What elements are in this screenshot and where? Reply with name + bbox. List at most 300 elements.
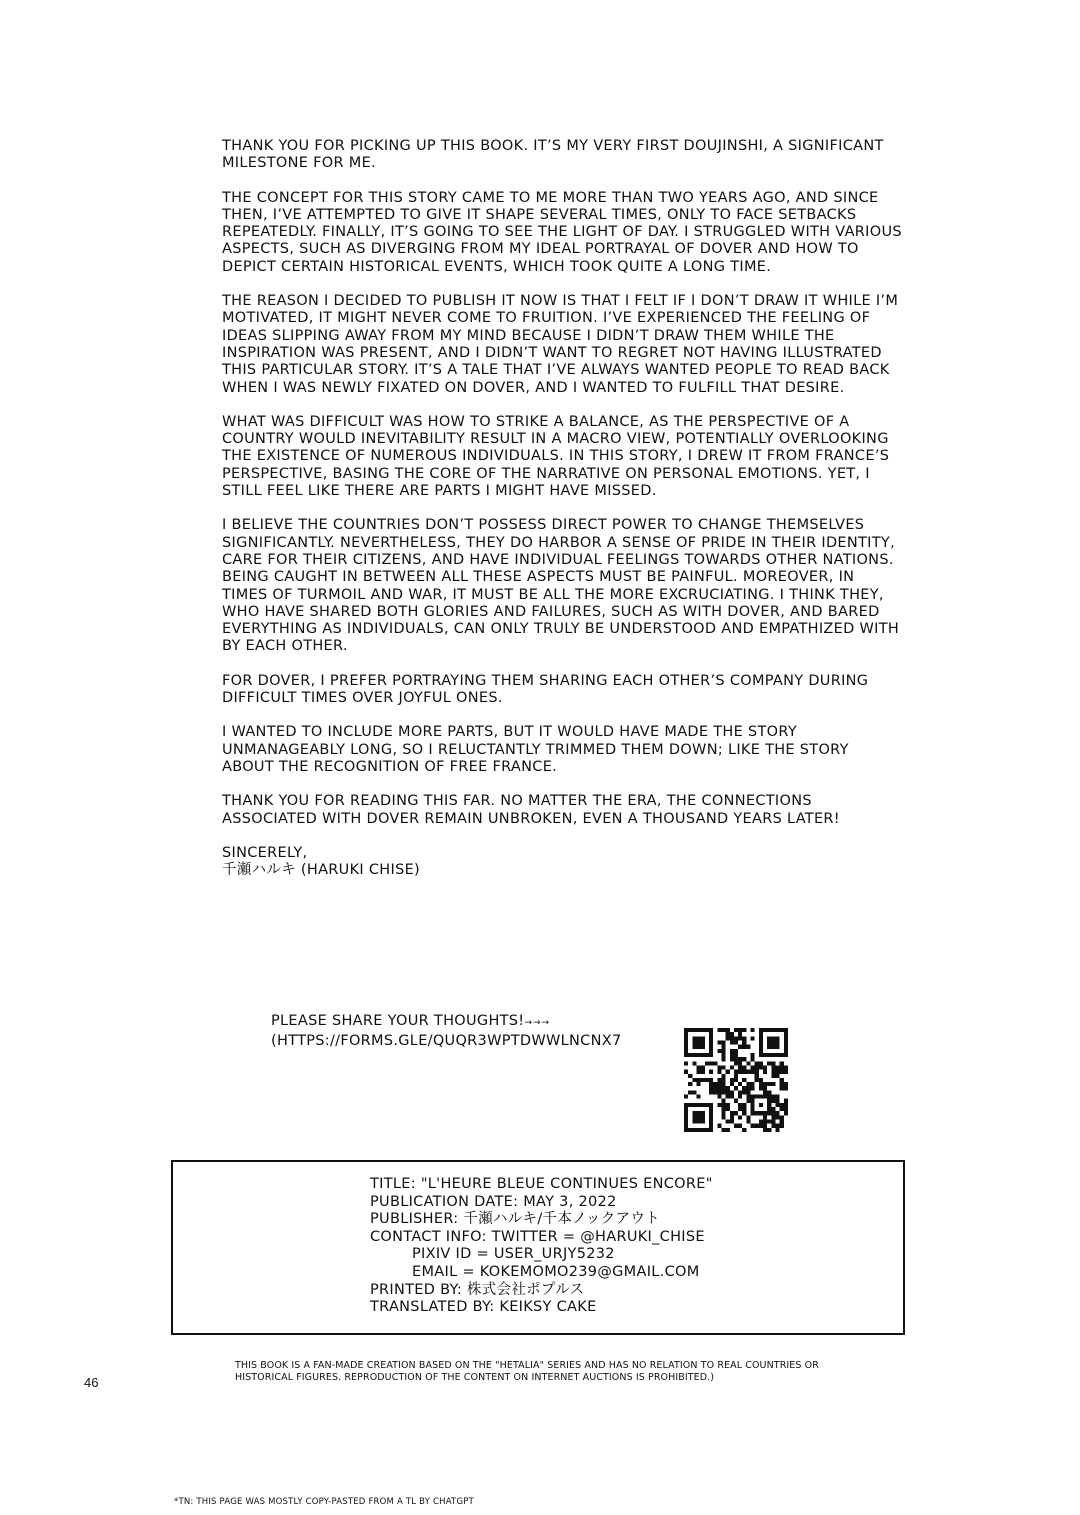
- qr-module: [684, 1103, 688, 1107]
- qr-module: [709, 1061, 713, 1065]
- qr-module: [734, 1036, 738, 1040]
- qr-module: [726, 1070, 730, 1074]
- qr-module: [730, 1065, 734, 1069]
- qr-module: [734, 1049, 738, 1053]
- qr-module: [751, 1057, 755, 1061]
- qr-module: [759, 1086, 763, 1090]
- qr-module: [746, 1070, 750, 1074]
- qr-module: [755, 1111, 759, 1115]
- qr-module: [734, 1099, 738, 1103]
- qr-module: [759, 1082, 763, 1086]
- qr-module: [767, 1103, 771, 1107]
- qr-module: [734, 1040, 738, 1044]
- qr-module: [755, 1070, 759, 1074]
- qr-module: [780, 1053, 784, 1057]
- qr-module: [771, 1065, 775, 1069]
- qr-module: [746, 1095, 750, 1099]
- qr-module: [684, 1049, 688, 1053]
- qr-module: [771, 1061, 775, 1065]
- qr-module: [780, 1103, 784, 1107]
- qr-module: [738, 1082, 742, 1086]
- qr-module: [759, 1095, 763, 1099]
- colophon-contact-email: EMAIL = KOKEMOMO239@GMAIL.COM: [412, 1263, 700, 1280]
- qr-module: [780, 1115, 784, 1119]
- qr-module: [684, 1045, 688, 1049]
- qr-module: [771, 1115, 775, 1119]
- qr-module: [692, 1103, 696, 1107]
- qr-module: [692, 1036, 696, 1040]
- qr-module: [701, 1128, 705, 1132]
- qr-module: [742, 1111, 746, 1115]
- qr-module: [771, 1107, 775, 1111]
- qr-module: [755, 1065, 759, 1069]
- qr-module: [771, 1070, 775, 1074]
- qr-module: [780, 1120, 784, 1124]
- qr-module: [738, 1061, 742, 1065]
- qr-module: [734, 1124, 738, 1128]
- qr-module: [717, 1095, 721, 1099]
- qr-module: [688, 1053, 692, 1057]
- qr-module: [751, 1070, 755, 1074]
- qr-module: [684, 1036, 688, 1040]
- qr-module: [776, 1065, 780, 1069]
- qr-module: [688, 1128, 692, 1132]
- qr-module: [771, 1124, 775, 1128]
- qr-module: [730, 1115, 734, 1119]
- qr-module: [759, 1053, 763, 1057]
- qr-module: [709, 1128, 713, 1132]
- qr-module: [751, 1099, 755, 1103]
- qr-module: [709, 1103, 713, 1107]
- qr-module: [730, 1049, 734, 1053]
- qr-module: [776, 1095, 780, 1099]
- qr-module: [713, 1082, 717, 1086]
- qr-module: [746, 1086, 750, 1090]
- qr-module: [780, 1061, 784, 1065]
- qr-module: [692, 1115, 696, 1119]
- qr-module: [701, 1070, 705, 1074]
- qr-module: [746, 1099, 750, 1103]
- qr-module: [742, 1078, 746, 1082]
- qr-module: [784, 1086, 788, 1090]
- qr-module: [721, 1099, 725, 1103]
- qr-module: [771, 1036, 775, 1040]
- qr-module: [734, 1070, 738, 1074]
- qr-module: [709, 1040, 713, 1044]
- qr-module: [742, 1036, 746, 1040]
- qr-module: [726, 1032, 730, 1036]
- qr-module: [721, 1040, 725, 1044]
- qr-module: [696, 1128, 700, 1132]
- qr-module: [688, 1082, 692, 1086]
- qr-module: [763, 1028, 767, 1032]
- qr-module: [717, 1078, 721, 1082]
- qr-module: [780, 1078, 784, 1082]
- qr-module: [751, 1086, 755, 1090]
- qr-module: [776, 1099, 780, 1103]
- qr-module: [763, 1053, 767, 1057]
- qr-module: [742, 1128, 746, 1132]
- qr-module: [696, 1045, 700, 1049]
- qr-module: [730, 1111, 734, 1115]
- qr-module: [726, 1095, 730, 1099]
- qr-module: [763, 1065, 767, 1069]
- qr-module: [701, 1065, 705, 1069]
- qr-module: [763, 1111, 767, 1115]
- qr-module: [721, 1090, 725, 1094]
- qr-module: [717, 1124, 721, 1128]
- qr-module: [746, 1045, 750, 1049]
- qr-module: [730, 1090, 734, 1094]
- qr-module: [742, 1057, 746, 1061]
- translator-note: *TN: THIS PAGE WAS MOSTLY COPY-PASTED FROM A TL BY CHATGPT: [174, 1497, 474, 1507]
- qr-module: [717, 1049, 721, 1053]
- qr-module: [784, 1045, 788, 1049]
- qr-module: [705, 1078, 709, 1082]
- qr-module: [767, 1095, 771, 1099]
- qr-module: [755, 1124, 759, 1128]
- qr-module: [759, 1032, 763, 1036]
- qr-module: [759, 1040, 763, 1044]
- qr-module: [717, 1040, 721, 1044]
- qr-module: [696, 1115, 700, 1119]
- qr-module: [742, 1103, 746, 1107]
- qr-module: [771, 1045, 775, 1049]
- qr-module: [692, 1090, 696, 1094]
- qr-module: [734, 1061, 738, 1065]
- qr-module: [701, 1078, 705, 1082]
- qr-module: [771, 1095, 775, 1099]
- qr-module: [776, 1045, 780, 1049]
- qr-module: [746, 1115, 750, 1119]
- colophon: [370, 1176, 713, 1317]
- qr-module: [696, 1028, 700, 1032]
- colophon-box: [171, 1160, 905, 1335]
- qr-module: [721, 1082, 725, 1086]
- qr-module: [688, 1074, 692, 1078]
- qr-module: [738, 1107, 742, 1111]
- qr-module: [709, 1032, 713, 1036]
- qr-module: [684, 1107, 688, 1111]
- qr-module: [709, 1070, 713, 1074]
- afterword-paragraph: I BELIEVE THE COUNTRIES DON’T POSSESS DIRECT POWER TO CHANGE THEMSELVES SIGNIFICANTLY. NEVERTHELESS, THEY DO HARBOR A SENSE OF PRIDE IN THEIR IDENTITY, CARE FOR THEIR CITIZENS, AND HAVE INDIVIDUAL FEELINGS TOWARDS OTHER NATIONS. BEING CAUGHT IN BETWEEN ALL THESE ASPECTS MUST BE PAINFUL. MOREOVER, IN TIMES OF TURMOIL AND WAR, IT MUST BE ALL THE MORE EXCRUCIATING. I THINK THEY, WHO HAVE SHARED BOTH GLORIES AND FAILURES, SUCH AS WITH DOVER, AND BARED EVERYTHING AS INDIVIDUALS, CAN ONLY TRULY BE UNDERSTOOD AND EMPATHIZED WITH BY EACH OTHER.: [222, 517, 900, 655]
- qr-module: [742, 1107, 746, 1111]
- qr-module: [771, 1053, 775, 1057]
- qr-module: [730, 1036, 734, 1040]
- qr-module: [709, 1111, 713, 1115]
- qr-module: [696, 1070, 700, 1074]
- qr-module: [717, 1065, 721, 1069]
- qr-module: [784, 1111, 788, 1115]
- qr-module: [738, 1045, 742, 1049]
- qr-module: [734, 1086, 738, 1090]
- qr-module: [734, 1057, 738, 1061]
- author-signature: 千瀬ハルキ (HARUKI CHISE): [222, 862, 420, 879]
- qr-module: [709, 1115, 713, 1119]
- qr-module: [746, 1120, 750, 1124]
- qr-module: [692, 1111, 696, 1115]
- qr-module: [713, 1086, 717, 1090]
- qr-module: [759, 1103, 763, 1107]
- qr-module: [726, 1090, 730, 1094]
- qr-module: [726, 1103, 730, 1107]
- qr-module: [780, 1082, 784, 1086]
- qr-module: [759, 1065, 763, 1069]
- qr-module: [709, 1082, 713, 1086]
- qr-module: [705, 1053, 709, 1057]
- qr-module: [784, 1036, 788, 1040]
- qr-module: [771, 1082, 775, 1086]
- qr-module: [709, 1120, 713, 1124]
- page-number: 46: [84, 1375, 99, 1390]
- qr-module: [684, 1053, 688, 1057]
- qr-module: [701, 1053, 705, 1057]
- qr-module: [696, 1111, 700, 1115]
- qr-module: [701, 1040, 705, 1044]
- qr-module: [692, 1045, 696, 1049]
- afterword-paragraph: THANK YOU FOR PICKING UP THIS BOOK. IT’S MY VERY FIRST DOUJINSHI, A SIGNIFICANT MILESTONE FOR ME.: [222, 138, 884, 172]
- qr-module: [717, 1103, 721, 1107]
- qr-module: [717, 1086, 721, 1090]
- arrow-icons: →→→: [524, 1018, 551, 1028]
- colophon-contact-pixiv: PIXIV ID = USER_URJY5232: [412, 1246, 615, 1263]
- qr-module: [763, 1070, 767, 1074]
- qr-module: [721, 1111, 725, 1115]
- qr-module: [730, 1040, 734, 1044]
- qr-module: [721, 1065, 725, 1069]
- qr-module: [742, 1065, 746, 1069]
- qr-module: [746, 1082, 750, 1086]
- qr-module: [759, 1061, 763, 1065]
- qr-module: [721, 1107, 725, 1111]
- qr-module: [696, 1103, 700, 1107]
- qr-module: [709, 1028, 713, 1032]
- qr-module: [751, 1065, 755, 1069]
- qr-module: [759, 1049, 763, 1053]
- feedback-prompt: [271, 1013, 691, 1050]
- qr-module: [696, 1120, 700, 1124]
- qr-module: [767, 1128, 771, 1132]
- qr-module: [684, 1040, 688, 1044]
- qr-module: [751, 1124, 755, 1128]
- qr-code[interactable]: [684, 1028, 788, 1132]
- qr-module: [767, 1082, 771, 1086]
- qr-module: [767, 1090, 771, 1094]
- qr-module: [721, 1057, 725, 1061]
- qr-module: [709, 1049, 713, 1053]
- qr-module: [767, 1061, 771, 1065]
- afterword-paragraph: FOR DOVER, I PREFER PORTRAYING THEM SHARING EACH OTHER’S COMPANY DURING DIFFICULT TIMES OVER JOYFUL ONES.: [222, 672, 869, 707]
- qr-module: [721, 1074, 725, 1078]
- qr-module: [684, 1111, 688, 1115]
- feedback-link[interactable]: (HTTPS://FORMS.GLE/QUQR3WPTDWWLNCNX7: [271, 1032, 622, 1049]
- qr-module: [742, 1070, 746, 1074]
- qr-module: [784, 1053, 788, 1057]
- qr-module: [701, 1120, 705, 1124]
- qr-module: [759, 1036, 763, 1040]
- qr-module: [751, 1036, 755, 1040]
- qr-module: [784, 1103, 788, 1107]
- qr-module: [751, 1111, 755, 1115]
- qr-module: [759, 1028, 763, 1032]
- qr-module: [726, 1107, 730, 1111]
- qr-module: [776, 1053, 780, 1057]
- qr-module: [767, 1028, 771, 1032]
- qr-module: [759, 1045, 763, 1049]
- qr-module: [738, 1028, 742, 1032]
- qr-module: [709, 1053, 713, 1057]
- qr-module: [688, 1103, 692, 1107]
- afterword-text: [222, 138, 902, 879]
- qr-module: [776, 1036, 780, 1040]
- qr-module: [738, 1115, 742, 1119]
- qr-module: [784, 1082, 788, 1086]
- qr-module: [776, 1111, 780, 1115]
- qr-module: [730, 1095, 734, 1099]
- qr-module: [684, 1032, 688, 1036]
- qr-module: [755, 1074, 759, 1078]
- qr-module: [713, 1061, 717, 1065]
- qr-module: [709, 1107, 713, 1111]
- colophon-printed-by: PRINTED BY: 株式会社ポプルス: [370, 1281, 585, 1298]
- qr-module: [746, 1061, 750, 1065]
- qr-module: [771, 1028, 775, 1032]
- qr-module: [705, 1061, 709, 1065]
- qr-module: [763, 1120, 767, 1124]
- qr-module: [696, 1095, 700, 1099]
- qr-module: [705, 1103, 709, 1107]
- qr-module: [709, 1086, 713, 1090]
- qr-module: [780, 1028, 784, 1032]
- qr-module: [734, 1028, 738, 1032]
- qr-module: [738, 1103, 742, 1107]
- qr-module: [780, 1107, 784, 1111]
- qr-module: [771, 1074, 775, 1078]
- qr-module: [721, 1078, 725, 1082]
- qr-module: [767, 1045, 771, 1049]
- qr-module: [692, 1128, 696, 1132]
- qr-module: [705, 1128, 709, 1132]
- qr-module: [713, 1090, 717, 1094]
- afterword-paragraph: THE CONCEPT FOR THIS STORY CAME TO ME MORE THAN TWO YEARS AGO, AND SINCE THEN, I’VE ATTEMPTED TO GIVE IT SHAPE SEVERAL TIMES, ONLY TO FACE SETBACKS REPEATEDLY. FINALLY, IT’S GOING TO SEE THE LIGHT OF DAY. I STRUGGLED WITH VARIOUS ASPECTS, SUCH AS DIVERGING FROM MY IDEAL PORTRAYAL OF DOVER AND HOW TO DEPICT CERTAIN HISTORICAL EVENTS, WHICH TOOK QUITE A LONG TIME.: [222, 189, 902, 275]
- qr-module: [734, 1074, 738, 1078]
- qr-module: [751, 1028, 755, 1032]
- qr-module: [730, 1082, 734, 1086]
- afterword-paragraph: THANK YOU FOR READING THIS FAR. NO MATTER THE ERA, THE CONNECTIONS ASSOCIATED WITH DOVER REMAIN UNBROKEN, EVEN A THOUSAND YEARS LATER!: [222, 793, 840, 827]
- qr-module: [751, 1082, 755, 1086]
- qr-module: [688, 1090, 692, 1094]
- qr-module: [701, 1111, 705, 1115]
- qr-module: [709, 1078, 713, 1082]
- qr-module: [701, 1103, 705, 1107]
- qr-module: [767, 1040, 771, 1044]
- qr-module: [763, 1124, 767, 1128]
- qr-module: [746, 1090, 750, 1094]
- qr-module: [692, 1061, 696, 1065]
- qr-module: [696, 1082, 700, 1086]
- qr-module: [784, 1099, 788, 1103]
- qr-module: [767, 1120, 771, 1124]
- qr-module: [767, 1107, 771, 1111]
- qr-module: [755, 1078, 759, 1082]
- qr-module: [742, 1045, 746, 1049]
- afterword-paragraph: WHAT WAS DIFFICULT WAS HOW TO STRIKE A BALANCE, AS THE PERSPECTIVE OF A COUNTRY WOULD INEVITABILITY RESULT IN A MACRO VIEW, POTENTIALLY OVERLOOKING THE EXISTENCE OF NUMEROUS INDIVIDUALS. IN THIS STORY, I DREW IT FROM FRANCE’S PERSPECTIVE, BASING THE CORE OF THE NARRATIVE ON PERSONAL EMOTIONS. YET, I STILL FEEL LIKE THERE ARE PARTS I MIGHT HAVE MISSED.: [222, 413, 890, 500]
- feedback-text: PLEASE SHARE YOUR THOUGHTS!: [271, 1013, 525, 1029]
- colophon-publication-date: PUBLICATION DATE: MAY 3, 2022: [370, 1193, 617, 1210]
- qr-module: [738, 1124, 742, 1128]
- qr-module: [692, 1053, 696, 1057]
- qr-module: [734, 1111, 738, 1115]
- qr-module: [738, 1036, 742, 1040]
- qr-module: [738, 1070, 742, 1074]
- qr-module: [776, 1074, 780, 1078]
- qr-module: [717, 1082, 721, 1086]
- colophon-contact-twitter: CONTACT INFO: TWITTER = @HARUKI_CHISE: [370, 1228, 705, 1245]
- qr-module: [763, 1128, 767, 1132]
- qr-module: [730, 1053, 734, 1057]
- qr-module: [738, 1065, 742, 1069]
- qr-module: [721, 1103, 725, 1107]
- qr-module: [684, 1120, 688, 1124]
- qr-module: [780, 1124, 784, 1128]
- qr-module: [784, 1065, 788, 1069]
- qr-module: [771, 1111, 775, 1115]
- qr-module: [742, 1086, 746, 1090]
- qr-module: [734, 1053, 738, 1057]
- qr-module: [709, 1090, 713, 1094]
- qr-module: [767, 1099, 771, 1103]
- qr-module: [730, 1078, 734, 1082]
- qr-module: [696, 1078, 700, 1082]
- qr-module: [784, 1028, 788, 1032]
- qr-module: [688, 1028, 692, 1032]
- qr-module: [701, 1036, 705, 1040]
- qr-module: [738, 1057, 742, 1061]
- qr-module: [784, 1049, 788, 1053]
- qr-module: [726, 1086, 730, 1090]
- qr-module: [730, 1057, 734, 1061]
- qr-module: [780, 1070, 784, 1074]
- qr-module: [784, 1107, 788, 1111]
- qr-module: [692, 1120, 696, 1124]
- qr-module: [701, 1045, 705, 1049]
- qr-module: [784, 1032, 788, 1036]
- qr-module: [763, 1086, 767, 1090]
- qr-module: [784, 1040, 788, 1044]
- qr-module: [721, 1045, 725, 1049]
- qr-module: [763, 1082, 767, 1086]
- qr-module: [771, 1120, 775, 1124]
- qr-module: [751, 1103, 755, 1107]
- qr-module: [759, 1120, 763, 1124]
- qr-module: [776, 1103, 780, 1107]
- colophon-title: TITLE: "L'HEURE BLEUE CONTINUES ENCORE": [370, 1176, 713, 1192]
- qr-module: [763, 1095, 767, 1099]
- qr-module: [738, 1090, 742, 1094]
- qr-module: [684, 1115, 688, 1119]
- qr-module: [767, 1111, 771, 1115]
- qr-module: [776, 1128, 780, 1132]
- qr-module: [709, 1045, 713, 1049]
- qr-module: [742, 1090, 746, 1094]
- qr-module: [726, 1028, 730, 1032]
- qr-module: [692, 1028, 696, 1032]
- qr-module: [755, 1061, 759, 1065]
- signature-block: [222, 845, 902, 880]
- colophon-translated-by: TRANSLATED BY: KEIKSY CAKE: [370, 1299, 597, 1316]
- qr-module: [717, 1090, 721, 1094]
- qr-module: [709, 1036, 713, 1040]
